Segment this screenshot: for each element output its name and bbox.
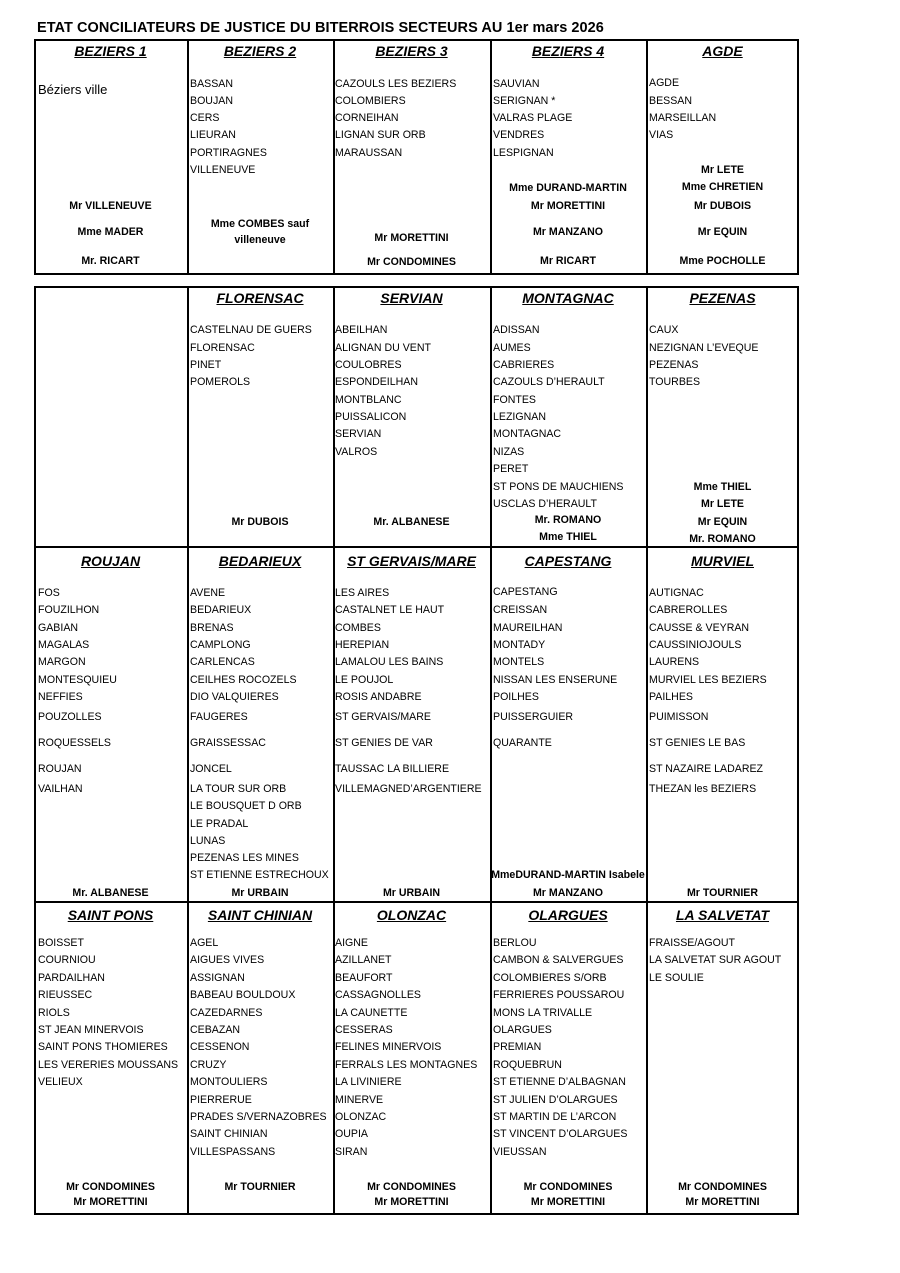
commune-saint-chinian: PRADES S/VERNAZOBRES bbox=[190, 1111, 327, 1123]
conciliator-agde: Mr EQUIN bbox=[697, 226, 748, 238]
conciliator-saint-pons: Mr CONDOMINES bbox=[66, 1181, 155, 1193]
commune-olonzac: AZILLANET bbox=[335, 954, 392, 966]
conciliator-pezenas: Mme THIEL bbox=[693, 481, 752, 493]
commune-saint-chinian: SAINT CHINIAN bbox=[190, 1128, 268, 1140]
conciliator-pezenas: Mr LETE bbox=[701, 498, 744, 510]
commune-st-gervais-mare: CASTALNET LE HAUT bbox=[335, 604, 445, 616]
commune-st-gervais-mare: LES AIRES bbox=[335, 587, 390, 599]
commune-saint-chinian: AIGUES VIVES bbox=[190, 954, 265, 966]
commune-olargues: MONS LA TRIVALLE bbox=[493, 1007, 593, 1019]
conciliator-servian: Mr. ALBANESE bbox=[373, 516, 450, 528]
conciliator-bedarieux: Mr URBAIN bbox=[231, 887, 289, 899]
conciliator-beziers-2: Mme COMBES sauf bbox=[210, 218, 310, 230]
column-divider bbox=[646, 903, 648, 1215]
commune-beziers-2: CERS bbox=[190, 112, 220, 124]
sector-header-florensac: FLORENSAC bbox=[216, 290, 304, 306]
commune-florensac: CASTELNAU DE GUERS bbox=[190, 324, 312, 336]
conciliator-agde: Mr LETE bbox=[701, 164, 744, 176]
commune-beziers-3: COLOMBIERS bbox=[335, 95, 406, 107]
commune-pezenas: PEZENAS bbox=[649, 359, 699, 371]
commune-murviel: MURVIEL LES BEZIERS bbox=[649, 674, 767, 686]
commune-beziers-3: LIGNAN SUR ORB bbox=[335, 129, 426, 141]
commune-montagnac: USCLAS D’HERAULT bbox=[493, 498, 597, 510]
commune-roujan: NEFFIES bbox=[38, 691, 83, 703]
commune-montagnac: ADISSAN bbox=[493, 324, 540, 336]
commune-pezenas: CAUX bbox=[649, 324, 679, 336]
commune-bedarieux: CARLENCAS bbox=[190, 656, 255, 668]
commune-st-gervais-mare: COMBES bbox=[335, 622, 381, 634]
conciliator-la-salvetat: Mr MORETTINI bbox=[685, 1196, 760, 1208]
commune-montagnac: CABRIERES bbox=[493, 359, 555, 371]
commune-saint-pons: RIOLS bbox=[38, 1007, 70, 1019]
sector-header-montagnac: MONTAGNAC bbox=[522, 290, 614, 306]
commune-beziers-4: LESPIGNAN bbox=[493, 147, 554, 159]
commune-st-gervais-mare: ST GENIES DE VAR bbox=[335, 737, 433, 749]
sector-header-roujan: ROUJAN bbox=[80, 553, 141, 569]
commune-murviel: ST GENIES LE BAS bbox=[649, 737, 746, 749]
commune-olonzac: BEAUFORT bbox=[335, 972, 393, 984]
commune-bedarieux: GRAISSESSAC bbox=[190, 737, 266, 749]
commune-bedarieux: AVENE bbox=[190, 587, 226, 599]
commune-bedarieux: LE PRADAL bbox=[190, 818, 249, 830]
commune-bedarieux: CAMPLONG bbox=[190, 639, 251, 651]
commune-roujan: MARGON bbox=[38, 656, 86, 668]
conciliator-beziers-1: Mme MADER bbox=[77, 226, 144, 238]
commune-saint-chinian: ASSIGNAN bbox=[190, 972, 245, 984]
commune-roujan: VAILHAN bbox=[38, 783, 83, 795]
commune-olargues: ST VINCENT D’OLARGUES bbox=[493, 1128, 628, 1140]
commune-servian: ABEILHAN bbox=[335, 324, 388, 336]
column-divider bbox=[187, 286, 189, 548]
column-divider bbox=[646, 39, 648, 275]
commune-olargues: BERLOU bbox=[493, 937, 537, 949]
commune-montagnac: FONTES bbox=[493, 394, 536, 406]
commune-olargues: ST JULIEN D’OLARGUES bbox=[493, 1094, 618, 1106]
commune-bedarieux: DIO VALQUIERES bbox=[190, 691, 279, 703]
commune-florensac: POMEROLS bbox=[190, 376, 251, 388]
commune-olonzac: LA LIVINIERE bbox=[335, 1076, 402, 1088]
conciliator-pezenas: Mr EQUIN bbox=[697, 516, 748, 528]
commune-florensac: FLORENSAC bbox=[190, 342, 255, 354]
commune-capestang: MONTELS bbox=[493, 656, 545, 668]
commune-olargues: OLARGUES bbox=[493, 1024, 552, 1036]
conciliator-la-salvetat: Mr CONDOMINES bbox=[678, 1181, 767, 1193]
commune-bedarieux: BRENAS bbox=[190, 622, 234, 634]
commune-saint-chinian: CEBAZAN bbox=[190, 1024, 241, 1036]
commune-montagnac: PERET bbox=[493, 463, 529, 475]
conciliator-agde: Mme POCHOLLE bbox=[679, 255, 766, 267]
commune-saint-pons: BOISSET bbox=[38, 937, 84, 949]
commune-saint-chinian: CRUZY bbox=[190, 1059, 227, 1071]
commune-saint-chinian: PIERRERUE bbox=[190, 1094, 252, 1106]
commune-servian: ALIGNAN DU VENT bbox=[335, 342, 431, 354]
commune-beziers-4: SAUVIAN bbox=[493, 78, 540, 90]
commune-saint-pons: ST JEAN MINERVOIS bbox=[38, 1024, 144, 1036]
commune-murviel: CAUSSE & VEYRAN bbox=[649, 622, 750, 634]
column-divider bbox=[187, 903, 189, 1215]
sector-header-olonzac: OLONZAC bbox=[376, 907, 447, 923]
commune-saint-pons: SAINT PONS THOMIERES bbox=[38, 1041, 168, 1053]
commune-capestang: MAUREILHAN bbox=[493, 622, 563, 634]
commune-st-gervais-mare: VILLEMAGNED’ARGENTIERE bbox=[335, 783, 482, 795]
document-title: ETAT CONCILIATEURS DE JUSTICE DU BITERROIS SECTEURS AU 1er mars 2026 bbox=[37, 20, 604, 36]
column-divider bbox=[490, 286, 492, 548]
sector-header-beziers-1: BEZIERS 1 bbox=[74, 43, 147, 59]
commune-bedarieux: LA TOUR SUR ORB bbox=[190, 783, 287, 795]
commune-pezenas: NEZIGNAN L’EVEQUE bbox=[649, 342, 759, 354]
commune-murviel: CAUSSINIOJOULS bbox=[649, 639, 742, 651]
conciliator-beziers-4: Mr MORETTINI bbox=[530, 200, 606, 212]
commune-bedarieux: LE BOUSQUET D ORB bbox=[190, 800, 302, 812]
commune-capestang: POILHES bbox=[493, 691, 539, 703]
conciliator-agde: Mme CHRETIEN bbox=[681, 181, 764, 193]
commune-st-gervais-mare: ST GERVAIS/MARE bbox=[335, 711, 431, 723]
commune-bedarieux: LUNAS bbox=[190, 835, 226, 847]
commune-olargues: ST MARTIN DE L’ARCON bbox=[493, 1111, 617, 1123]
section-3 bbox=[34, 548, 799, 903]
conciliator-capestang: Mr MANZANO bbox=[532, 887, 604, 899]
commune-saint-chinian: AGEL bbox=[190, 937, 219, 949]
conciliator-pezenas: Mr. ROMANO bbox=[689, 533, 756, 545]
column-divider bbox=[34, 903, 36, 1215]
commune-bedarieux: ST ETIENNE ESTRECHOUX bbox=[190, 869, 329, 881]
conciliator-beziers-2: villeneuve bbox=[234, 234, 286, 246]
sector-header-bedarieux: BEDARIEUX bbox=[218, 553, 302, 569]
commune-roujan: ROUJAN bbox=[38, 763, 82, 775]
commune-la-salvetat: FRAISSE/AGOUT bbox=[649, 937, 735, 949]
commune-olargues: ROQUEBRUN bbox=[493, 1059, 562, 1071]
conciliator-olonzac: Mr CONDOMINES bbox=[367, 1181, 456, 1193]
commune-pezenas: TOURBES bbox=[649, 376, 701, 388]
commune-saint-pons: LES VERERIES MOUSSANS bbox=[38, 1059, 179, 1071]
section-1 bbox=[34, 39, 799, 275]
commune-st-gervais-mare: HEREPIAN bbox=[335, 639, 390, 651]
commune-bedarieux: JONCEL bbox=[190, 763, 232, 775]
sector-header-olargues: OLARGUES bbox=[528, 907, 608, 923]
sector-header-st-gervais-mare: ST GERVAIS/MARE bbox=[347, 553, 476, 569]
commune-olargues: VIEUSSAN bbox=[493, 1146, 547, 1158]
conciliator-florensac: Mr DUBOIS bbox=[231, 516, 289, 528]
commune-olonzac: OUPIA bbox=[335, 1128, 368, 1140]
conciliator-agde: Mr DUBOIS bbox=[693, 200, 752, 212]
commune-saint-pons: VELIEUX bbox=[38, 1076, 83, 1088]
commune-beziers-4: SERIGNAN * bbox=[493, 95, 556, 107]
sector-header-murviel: MURVIEL bbox=[691, 553, 754, 569]
commune-servian: VALROS bbox=[335, 446, 378, 458]
commune-agde: BESSAN bbox=[649, 95, 692, 107]
commune-servian: ESPONDEILHAN bbox=[335, 376, 419, 388]
commune-montagnac: MONTAGNAC bbox=[493, 428, 562, 440]
commune-roujan: FOUZILHON bbox=[38, 604, 100, 616]
commune-st-gervais-mare: LE POUJOL bbox=[335, 674, 394, 686]
commune-montagnac: AUMES bbox=[493, 342, 531, 354]
commune-montagnac: ST PONS DE MAUCHIENS bbox=[493, 481, 624, 493]
commune-capestang: CREISSAN bbox=[493, 604, 548, 616]
commune-servian: PUISSALICON bbox=[335, 411, 407, 423]
section-top-border bbox=[34, 286, 799, 288]
commune-olonzac: CASSAGNOLLES bbox=[335, 989, 421, 1001]
column-divider bbox=[797, 903, 799, 1215]
commune-agde: VIAS bbox=[649, 129, 674, 141]
commune-montagnac: LEZIGNAN bbox=[493, 411, 546, 423]
commune-olonzac: MINERVE bbox=[335, 1094, 384, 1106]
commune-saint-pons: PARDAILHAN bbox=[38, 972, 105, 984]
commune-la-salvetat: LA SALVETAT SUR AGOUT bbox=[649, 954, 782, 966]
commune-murviel: THEZAN les BEZIERS bbox=[649, 783, 757, 795]
commune-murviel: AUTIGNAC bbox=[649, 587, 704, 599]
commune-florensac: PINET bbox=[190, 359, 222, 371]
section-top-border bbox=[34, 39, 799, 41]
conciliator-beziers-4: Mme DURAND-MARTIN bbox=[509, 182, 627, 194]
conciliator-beziers-4: Mr MANZANO bbox=[532, 226, 604, 238]
commune-saint-chinian: MONTOULIERS bbox=[190, 1076, 268, 1088]
commune-montagnac: CAZOULS D’HERAULT bbox=[493, 376, 605, 388]
commune-olonzac: CESSERAS bbox=[335, 1024, 393, 1036]
conciliator-saint-chinian: Mr TOURNIER bbox=[224, 1181, 296, 1193]
sector-header-beziers-4: BEZIERS 4 bbox=[531, 43, 605, 59]
commune-beziers-2: VILLENEUVE bbox=[190, 164, 256, 176]
sector-header-saint-pons: SAINT PONS bbox=[67, 907, 154, 923]
commune-servian: COULOBRES bbox=[335, 359, 402, 371]
commune-bedarieux: BEDARIEUX bbox=[190, 604, 252, 616]
commune-servian: SERVIAN bbox=[335, 428, 382, 440]
commune-olargues: COLOMBIERES S/ORB bbox=[493, 972, 607, 984]
commune-beziers-3: CORNEIHAN bbox=[335, 112, 399, 124]
conciliator-beziers-1: Mr VILLENEUVE bbox=[69, 200, 152, 212]
commune-saint-pons: COURNIOU bbox=[38, 954, 96, 966]
conciliator-montagnac: Mme THIEL bbox=[539, 531, 597, 543]
column-divider bbox=[797, 548, 799, 903]
commune-capestang: QUARANTE bbox=[493, 737, 552, 749]
commune-olonzac: FELINES MINERVOIS bbox=[335, 1041, 442, 1053]
sector-header-la-salvetat: LA SALVETAT bbox=[675, 907, 770, 923]
commune-st-gervais-mare: TAUSSAC LA BILLIERE bbox=[335, 763, 450, 775]
commune-capestang: CAPESTANG bbox=[493, 586, 558, 598]
column-divider bbox=[187, 548, 189, 903]
column-divider bbox=[490, 39, 492, 275]
commune-olargues: FERRIERES POUSSAROU bbox=[493, 989, 625, 1001]
commune-murviel: ST NAZAIRE LADAREZ bbox=[649, 763, 764, 775]
conciliator-olargues: Mr CONDOMINES bbox=[523, 1181, 613, 1193]
commune-roujan: MAGALAS bbox=[38, 639, 90, 651]
commune-olargues: CAMBON & SALVERGUES bbox=[493, 954, 624, 966]
conciliator-saint-pons: Mr MORETTINI bbox=[73, 1196, 148, 1208]
column-divider bbox=[797, 39, 799, 275]
column-divider bbox=[34, 39, 36, 275]
commune-bedarieux: CEILHES ROCOZELS bbox=[190, 674, 297, 686]
commune-agde: AGDE bbox=[649, 77, 680, 89]
commune-saint-chinian: CAZEDARNES bbox=[190, 1007, 263, 1019]
sector-header-capestang: CAPESTANG bbox=[524, 553, 612, 569]
commune-beziers-2: PORTIRAGNES bbox=[190, 147, 267, 159]
commune-capestang: MONTADY bbox=[493, 639, 546, 651]
sector-header-saint-chinian: SAINT CHINIAN bbox=[207, 907, 313, 923]
commune-saint-pons: RIEUSSEC bbox=[38, 989, 93, 1001]
commune-murviel: CABREROLLES bbox=[649, 604, 728, 616]
commune-roujan: POUZOLLES bbox=[38, 711, 102, 723]
conciliator-montagnac: Mr. ROMANO bbox=[534, 514, 602, 526]
commune-saint-chinian: CESSENON bbox=[190, 1041, 250, 1053]
conciliator-beziers-1: Mr. RICART bbox=[81, 255, 140, 267]
commune-roujan: MONTESQUIEU bbox=[38, 674, 117, 686]
section-4 bbox=[34, 903, 799, 1215]
sector-header-pezenas: PEZENAS bbox=[689, 290, 756, 306]
commune-olonzac: FERRALS LES MONTAGNES bbox=[335, 1059, 478, 1071]
commune-servian: MONTBLANC bbox=[335, 394, 402, 406]
sector-header-servian: SERVIAN bbox=[380, 290, 443, 306]
commune-saint-chinian: BABEAU BOULDOUX bbox=[190, 989, 296, 1001]
commune-st-gervais-mare: ROSIS ANDABRE bbox=[335, 691, 422, 703]
commune-beziers-2: LIEURAN bbox=[190, 129, 236, 141]
commune-beziers-4: VALRAS PLAGE bbox=[493, 112, 573, 124]
column-divider bbox=[646, 548, 648, 903]
commune-olargues: PREMIAN bbox=[493, 1041, 542, 1053]
sector-header-beziers-2: BEZIERS 2 bbox=[223, 43, 297, 59]
section-bottom-border bbox=[34, 1213, 799, 1215]
conciliator-beziers-3: Mr CONDOMINES bbox=[367, 256, 456, 268]
commune-montagnac: NIZAS bbox=[493, 446, 525, 458]
commune-olonzac: SIRAN bbox=[335, 1146, 368, 1158]
commune-olonzac: LA CAUNETTE bbox=[335, 1007, 408, 1019]
commune-olargues: ST ETIENNE D’ALBAGNAN bbox=[493, 1076, 626, 1088]
commune-agde: MARSEILLAN bbox=[649, 112, 717, 124]
column-divider bbox=[34, 548, 36, 903]
commune-murviel: LAURENS bbox=[649, 656, 700, 668]
commune-st-gervais-mare: LAMALOU LES BAINS bbox=[335, 656, 444, 668]
section-2 bbox=[34, 286, 799, 548]
column-divider bbox=[34, 286, 36, 548]
commune-la-salvetat: LE SOULIE bbox=[649, 972, 704, 984]
column-divider bbox=[490, 548, 492, 903]
commune-roujan: FOS bbox=[38, 587, 60, 599]
commune-bedarieux: PEZENAS LES MINES bbox=[190, 852, 299, 864]
conciliator-roujan: Mr. ALBANESE bbox=[72, 887, 149, 899]
commune-beziers-4: VENDRES bbox=[493, 129, 545, 141]
commune-beziers-2: BOUJAN bbox=[190, 95, 233, 107]
commune-beziers-3: MARAUSSAN bbox=[335, 147, 403, 159]
commune-roujan: ROQUESSELS bbox=[38, 737, 112, 749]
conciliator-beziers-3: Mr MORETTINI bbox=[374, 232, 449, 244]
commune-beziers-1: Béziers ville bbox=[38, 82, 108, 97]
commune-saint-chinian: VILLESPASSANS bbox=[190, 1146, 276, 1158]
commune-olonzac: AIGNE bbox=[335, 937, 368, 949]
commune-beziers-3: CAZOULS LES BEZIERS bbox=[335, 78, 457, 90]
conciliator-capestang: MmeDURAND-MARTIN Isabele bbox=[491, 869, 645, 881]
conciliator-olargues: Mr MORETTINI bbox=[530, 1196, 606, 1208]
commune-olonzac: OLONZAC bbox=[335, 1111, 387, 1123]
section-bottom-border bbox=[34, 273, 799, 275]
conciliator-olonzac: Mr MORETTINI bbox=[374, 1196, 449, 1208]
column-divider bbox=[490, 903, 492, 1215]
conciliator-murviel: Mr TOURNIER bbox=[686, 887, 759, 899]
column-divider bbox=[333, 548, 335, 903]
commune-capestang: NISSAN LES ENSERUNE bbox=[493, 674, 618, 686]
commune-bedarieux: FAUGERES bbox=[190, 711, 248, 723]
sector-header-beziers-3: BEZIERS 3 bbox=[375, 43, 448, 59]
commune-murviel: PAILHES bbox=[649, 691, 693, 703]
commune-beziers-2: BASSAN bbox=[190, 78, 233, 90]
sector-header-agde: AGDE bbox=[702, 43, 743, 59]
commune-capestang: PUISSERGUIER bbox=[493, 711, 574, 723]
commune-roujan: GABIAN bbox=[38, 622, 79, 634]
conciliator-beziers-4: Mr RICART bbox=[540, 255, 596, 267]
commune-murviel: PUIMISSON bbox=[649, 711, 709, 723]
conciliator-st-gervais-mare: Mr URBAIN bbox=[382, 887, 441, 899]
